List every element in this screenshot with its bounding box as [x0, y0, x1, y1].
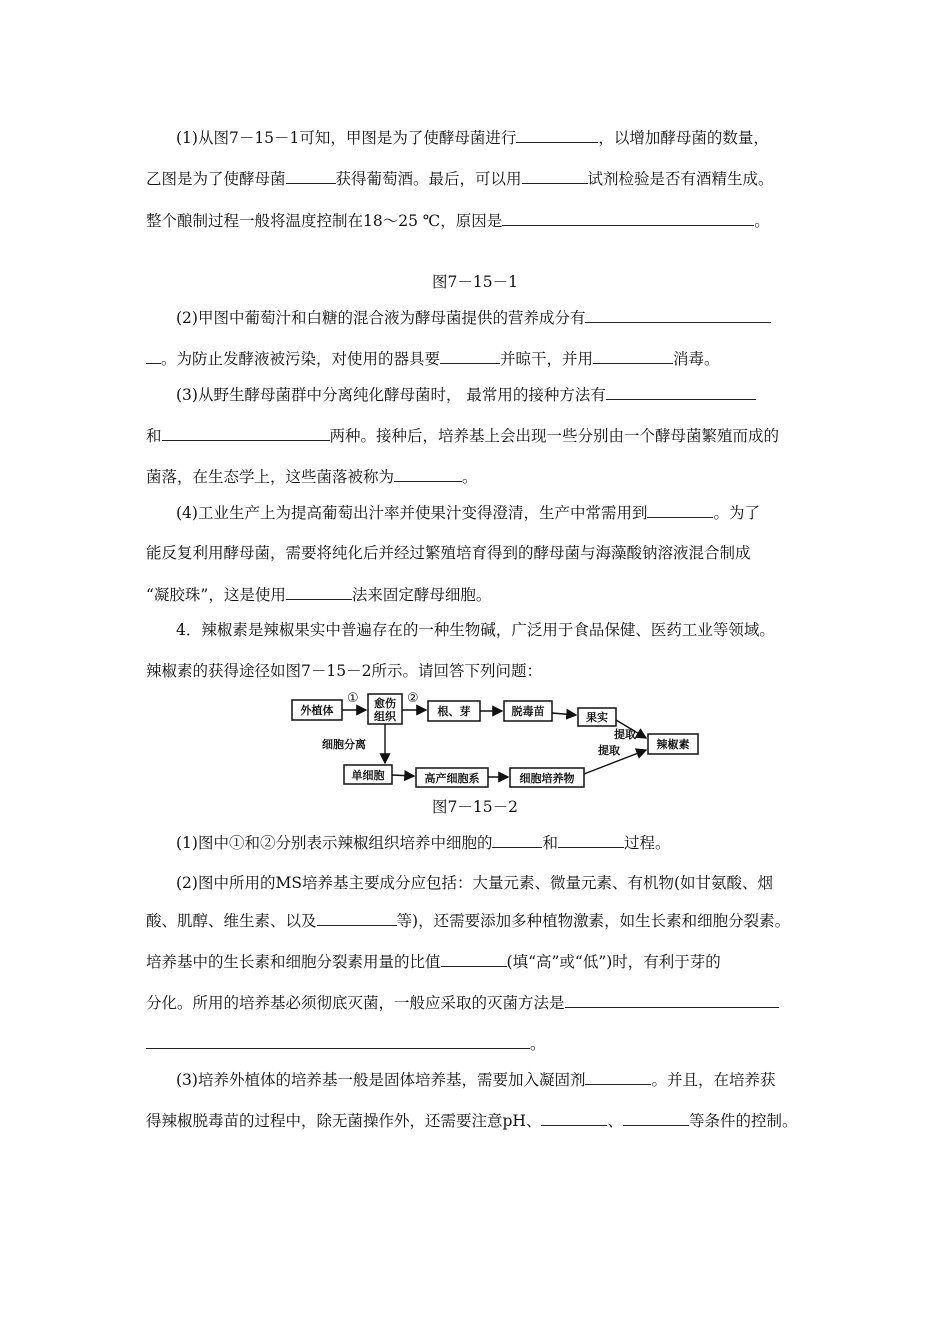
svg-text:根、芽: 根、芽	[437, 705, 471, 718]
arrow-single-cell-to-cell-line	[392, 775, 414, 776]
answer-blank[interactable]	[502, 210, 754, 226]
extract-label-2: 提取	[598, 744, 620, 757]
q3-part3-line3: 菌落，在生态学上，这些菌落被称为 。	[146, 468, 478, 486]
answer-blank[interactable]	[162, 425, 330, 441]
node-explant	[292, 700, 342, 720]
answer-blank[interactable]	[558, 832, 624, 848]
q3-part4-line2: 能反复利用酵母菌，需要将纯化后并经过繁殖培育得到的酵母菌与海藻酸钠溶液混合制成	[146, 544, 751, 562]
extract-label-1: 提取	[614, 728, 636, 741]
svg-text:愈伤: 愈伤	[374, 697, 396, 710]
node-single-cell	[344, 765, 392, 784]
capsaicin-pathway-diagram	[280, 690, 720, 796]
node-virus-free-seedling	[504, 701, 552, 721]
answer-blank[interactable]	[317, 910, 397, 926]
node-cell-culture	[510, 768, 584, 787]
svg-text:组织: 组织	[374, 710, 396, 723]
node-callus	[368, 694, 402, 724]
answer-blank[interactable]	[623, 1110, 689, 1126]
step-2-label: ②	[407, 691, 419, 706]
answer-blank[interactable]	[146, 348, 161, 364]
q3-part2-line2: 。为防止发酵液被污染，对使用的器具要 并晾干，并用 消毒。	[146, 348, 808, 369]
answer-blank[interactable]	[585, 1069, 651, 1085]
q4-part2-line3: 培养基中的生长素和细胞分裂素用量的比值 (填“高”或“低”)时，有利于芽的	[146, 953, 721, 971]
svg-text:果实: 果实	[586, 711, 608, 724]
q4-intro-line1: 4．辣椒素是辣椒果实中普遍存在的一种生物碱，广泛用于食品保健、医药工业等领域。	[176, 621, 775, 639]
node-capsaicin	[648, 734, 698, 754]
q4-part3-line1: (3)培养外植体的培养基一般是固体培养基，需要加入凝固剂 。并且，在培养获	[176, 1071, 776, 1089]
q4-part1: (1)图中①和②分别表示辣椒组织培养中细胞的 和 过程。	[176, 834, 671, 852]
svg-text:脱毒苗: 脱毒苗	[511, 705, 545, 718]
q3-part4-line3: “凝胶珠”，这是使用 法来固定酵母细胞。	[146, 586, 492, 604]
step-1-label: ①	[347, 691, 359, 706]
q4-part2-line4: 分化。所用的培养基必须彻底灭菌，一般应采取的灭菌方法是	[146, 992, 808, 1013]
answer-blank[interactable]	[441, 951, 507, 967]
node-root-bud	[428, 701, 480, 721]
answer-blank[interactable]	[606, 384, 756, 400]
q3-part1-line2: 乙图是为了使酵母菌 获得葡萄酒。最后，可以用 试剂检验是否有酒精生成。	[146, 170, 774, 188]
answer-blank[interactable]	[585, 307, 771, 323]
figure-caption-7-15-1: 图7－15－1	[432, 273, 518, 291]
q4-part2-line1: (2)图中所用的MS培养基主要成分应包括：大量元素、微量元素、有机物(如甘氨酸、烟	[176, 874, 773, 892]
svg-text:外植体: 外植体	[300, 704, 334, 717]
answer-blank[interactable]	[286, 168, 336, 184]
q3-part1-line3: 整个酿制过程一般将温度控制在18～25 ℃，原因是 。	[146, 212, 770, 230]
answer-blank[interactable]	[522, 168, 588, 184]
node-fruit	[578, 708, 616, 726]
q3-part4-line1: (4)工业生产上为提高葡萄出汁率并使果汁变得澄清，生产中常需用到 。为了	[176, 504, 760, 522]
cell-separation-label: 细胞分离	[322, 738, 366, 751]
svg-text:辣椒素: 辣椒素	[656, 738, 690, 751]
figure-caption-7-15-2: 图7－15－2	[432, 798, 518, 816]
q3-part1-line1: (1)从图7－15－1可知，甲图是为了使酵母菌进行 ，以增加酵母菌的数量，	[176, 129, 769, 147]
answer-blank[interactable]	[647, 502, 713, 518]
q4-intro-line2: 辣椒素的获得途径如图7－15－2所示。请回答下列问题：	[146, 662, 542, 680]
answer-blank[interactable]	[516, 127, 598, 143]
answer-blank[interactable]	[286, 584, 352, 600]
node-high-yield-cell-line	[416, 768, 488, 787]
answer-blank[interactable]	[440, 348, 500, 364]
svg-text:细胞培养物: 细胞培养物	[519, 772, 575, 785]
answer-blank[interactable]	[541, 1110, 607, 1126]
svg-text:单细胞: 单细胞	[351, 769, 385, 782]
q3-part3-line1: (3)从野生酵母菌群中分离纯化酵母菌时， 最常用的接种方法有	[176, 384, 808, 405]
arrow-seedling-to-fruit	[552, 713, 576, 715]
svg-text:高产细胞系: 高产细胞系	[424, 772, 480, 785]
q4-part3-line2: 得辣椒脱毒苗的过程中，除无菌操作外，还需要注意pH、 、 等条件的控制。	[146, 1112, 798, 1130]
q4-part2-line2: 酸、肌醇、维生素、以及 等)，还需要添加多种植物激素，如生长素和细胞分裂素。	[146, 912, 791, 930]
q4-part2-line5: 。	[146, 1033, 808, 1054]
answer-blank[interactable]	[394, 466, 462, 482]
q3-part3-line2: 和 两种。接种后，培养基上会出现一些分别由一个酵母菌繁殖而成的	[146, 427, 780, 445]
q3-part2-line1: (2)甲图中葡萄汁和白糖的混合液为酵母菌提供的营养成分有	[176, 307, 808, 328]
answer-blank[interactable]	[492, 832, 542, 848]
answer-blank[interactable]	[593, 348, 673, 364]
answer-blank[interactable]	[146, 1033, 530, 1049]
answer-blank[interactable]	[565, 992, 779, 1008]
